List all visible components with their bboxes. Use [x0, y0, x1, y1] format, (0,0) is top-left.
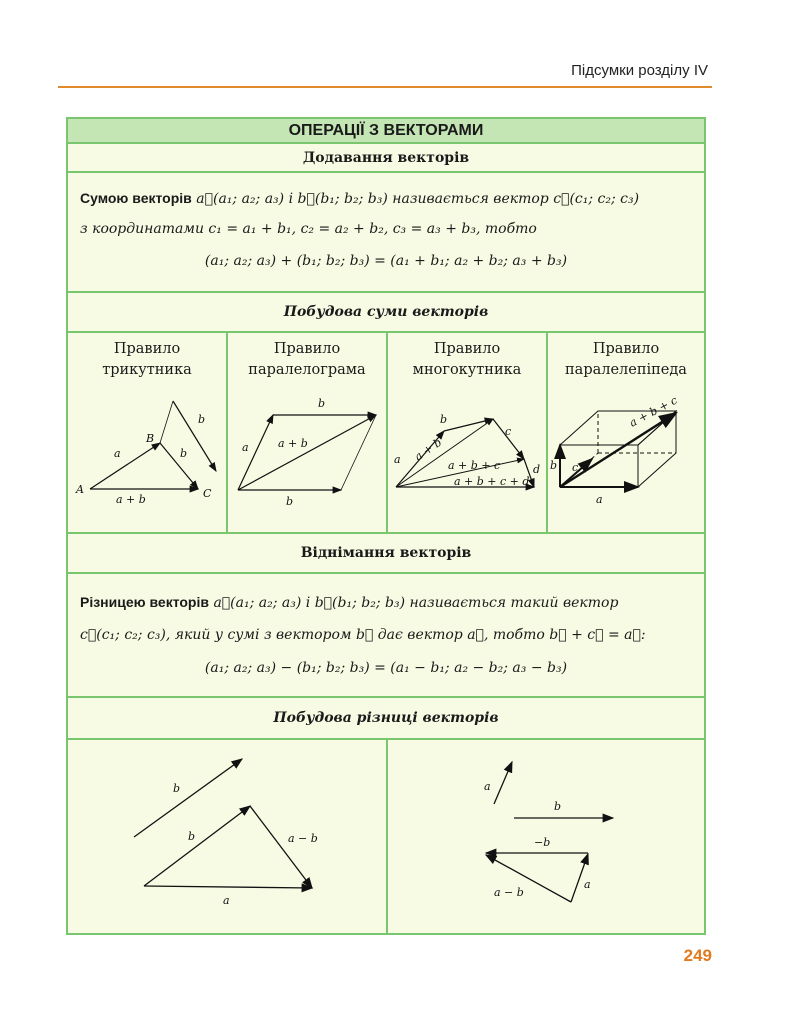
rule-polygon-title: Правило многокутника: [412, 341, 522, 378]
subtraction-heading: Віднімання векторів: [68, 534, 704, 574]
a-minus-b-label: a − b: [288, 832, 318, 845]
vector-a-label: a: [596, 493, 603, 506]
vector-b-label: b: [550, 459, 558, 472]
sum-ab-label: a + b: [412, 435, 445, 464]
sum-label: a + b: [278, 437, 308, 450]
vector-b-label-2: b: [286, 495, 294, 508]
rule-triangle-title: Правило трикутника: [102, 341, 192, 378]
vector-b-label: b: [440, 413, 448, 426]
rule-parallelepiped-cell: [548, 333, 704, 532]
sum-abcd-label: a + b + c + d: [454, 475, 530, 488]
parallelepiped-rule-diagram: [548, 387, 702, 527]
sum-abc-label: a + b + c: [448, 459, 501, 472]
addition-term: Сумою векторів: [80, 190, 192, 206]
difference-diagram-right-cell: [388, 740, 704, 933]
rule-polygon-cell: [388, 333, 548, 532]
vector-b-label: b: [173, 782, 181, 795]
addition-formula: (a₁; a₂; a₃) + (b₁; b₂; b₃) = (a₁ + b₁; a₂ + b₂; a₃ + b₃): [204, 253, 568, 269]
point-A: A: [76, 483, 84, 496]
difference-construction-heading: Побудова різниці векторів: [68, 698, 704, 740]
addition-definition: [68, 173, 704, 293]
point-B: B: [146, 432, 155, 445]
subtraction-term: Різницею векторів: [80, 594, 209, 610]
rule-parallelogram-title: Правило паралелограма: [248, 341, 366, 378]
vector-a-label: a: [242, 441, 249, 454]
difference-diagrams-row: [68, 740, 704, 933]
sum-construction-heading: Побудова суми векторів: [68, 293, 704, 333]
subtraction-formula: (a₁; a₂; a₃) − (b₁; b₂; b₃) = (a₁ − b₁; a₂ − b₂; a₃ − b₃): [204, 660, 568, 676]
addition-line-2: з координатами c₁ = a₁ + b₁, c₂ = a₂ + b₂, c₃ = a₃ + b₃, тобто: [80, 221, 537, 237]
table-title: ОПЕРАЦІЇ З ВЕКТОРАМИ: [68, 119, 704, 144]
header-rule: [58, 86, 712, 88]
vector-c-label: c: [505, 425, 512, 438]
triangle-rule-diagram: [68, 387, 226, 527]
a-minus-b-label: a − b: [494, 886, 524, 899]
vector-b-label: b: [180, 447, 188, 460]
subtraction-line-1: a⃗(a₁; a₂; a₃) і b⃗(b₁; b₂; b₃) називається такий вектор: [213, 595, 619, 611]
vector-b-label: b: [554, 800, 562, 813]
rule-parallelepiped-title: Правило паралелепіпеда: [565, 341, 687, 378]
vector-a-label: a: [114, 447, 121, 460]
addition-heading: Додавання векторів: [68, 144, 704, 173]
vector-b-label: b: [318, 397, 326, 410]
rule-parallelogram-cell: [228, 333, 388, 532]
difference-diagram-left: [68, 740, 386, 930]
vector-b-label-2: b: [198, 413, 206, 426]
addition-line-1: a⃗(a₁; a₂; a₃) і b⃗(b₁; b₂; b₃) називається вектор c⃗(c₁; c₂; c₃): [196, 191, 640, 207]
running-header: Підсумки розділу IV: [571, 62, 708, 79]
subtraction-definition: [68, 574, 704, 698]
subtraction-line-2: c⃗(c₁; c₂; c₃), який у сумі з вектором b⃗ дає вектор a⃗, тобто b⃗ + c⃗ = a⃗:: [80, 627, 646, 643]
difference-diagram-left-cell: [68, 740, 388, 933]
summary-table: [66, 117, 706, 935]
sum-rules-row: [68, 333, 704, 534]
minus-b-label: −b: [534, 836, 551, 849]
page-number: 249: [683, 946, 712, 965]
vector-c-label: c: [572, 461, 579, 474]
rule-triangle-cell: [68, 333, 228, 532]
sum-label: a + b: [116, 493, 146, 506]
sum-abc-label: a + b + c: [627, 393, 680, 430]
parallelogram-rule-diagram: [228, 387, 386, 527]
vector-a-label: a: [223, 894, 230, 907]
vector-a-label-2: a: [584, 878, 591, 891]
vector-d-label: d: [533, 463, 541, 476]
difference-diagram-right: [388, 740, 702, 930]
point-C: C: [203, 487, 212, 500]
vector-a-label: a: [394, 453, 401, 466]
vector-b-label-2: b: [188, 830, 196, 843]
vector-a-label: a: [484, 780, 491, 793]
polygon-rule-diagram: [388, 387, 546, 527]
